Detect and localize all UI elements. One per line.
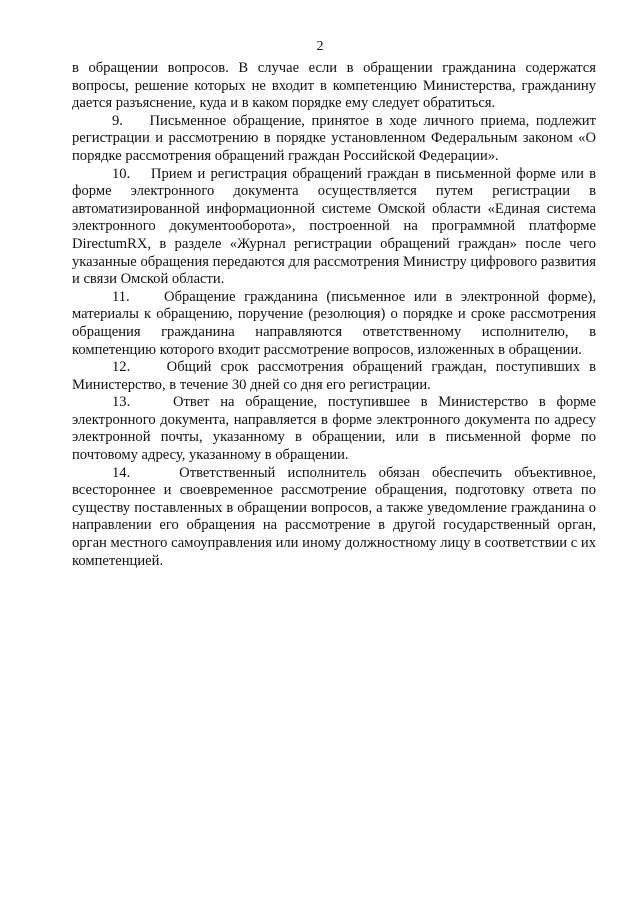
paragraph-14: 14. Ответственный исполнитель обязан обеспечить объективное, всестороннее и своевременное рассмотрение обращения, подготовку ответа по существу поставленных в обращении вопросов, а также уведомление гражданина о направлении его обращения на рассмотрение в другой государственный орган, орган местного самоуправления или иному должностному лицу в соответствии с их компетенцией. [72, 464, 596, 569]
paragraph-9: 9. Письменное обращение, принятое в ходе личного приема, подлежит регистрации и рассмотрению в порядке установленном Федеральным законом «О порядке рассмотрения обращений граждан Российской Федерации». [72, 112, 596, 164]
document-body [72, 60, 596, 570]
paragraph-continuation: в обращении вопросов. В случае если в обращении гражданина содержатся вопросы, решение которых не входит в компетенцию Министерства, гражданину дается разъяснение, куда и в каком порядке ему следует обратиться. [72, 60, 596, 112]
page-number: 2 [316, 39, 324, 54]
paragraph-13: 13. Ответ на обращение, поступившее в Министерство в форме электронного документа, направляется в форме электронного документа по адресу электронной почты, указанному в обращении, или в письменной форме по почтовому адресу, указанному в обращении. [72, 394, 596, 464]
paragraph-11: 11. Обращение гражданина (письменное или в электронной форме), материалы к обращению, поручение (резолюция) о порядке и сроке рассмотрения обращения гражданина направляются ответственному исполнителю, в компетенцию которого входит рассмотрение вопросов, изложенных в обращении. [72, 288, 596, 358]
paragraph-12: 12. Общий срок рассмотрения обращений граждан, поступивших в Министерство, в течение 30 дней со дня его регистрации. [72, 359, 596, 393]
paragraph-10: 10. Прием и регистрация обращений граждан в письменной форме или в форме электронного документа осуществляется путем регистрации в автоматизированной информационной системе Омской области «Единая система электронного документооборота», построенной на программной платформе DirectumRX, в разделе «Журнал регистрации обращений граждан» после чего указанные обращения передаются для рассмотрения Министру цифрового развития и связи Омской области. [72, 165, 596, 288]
